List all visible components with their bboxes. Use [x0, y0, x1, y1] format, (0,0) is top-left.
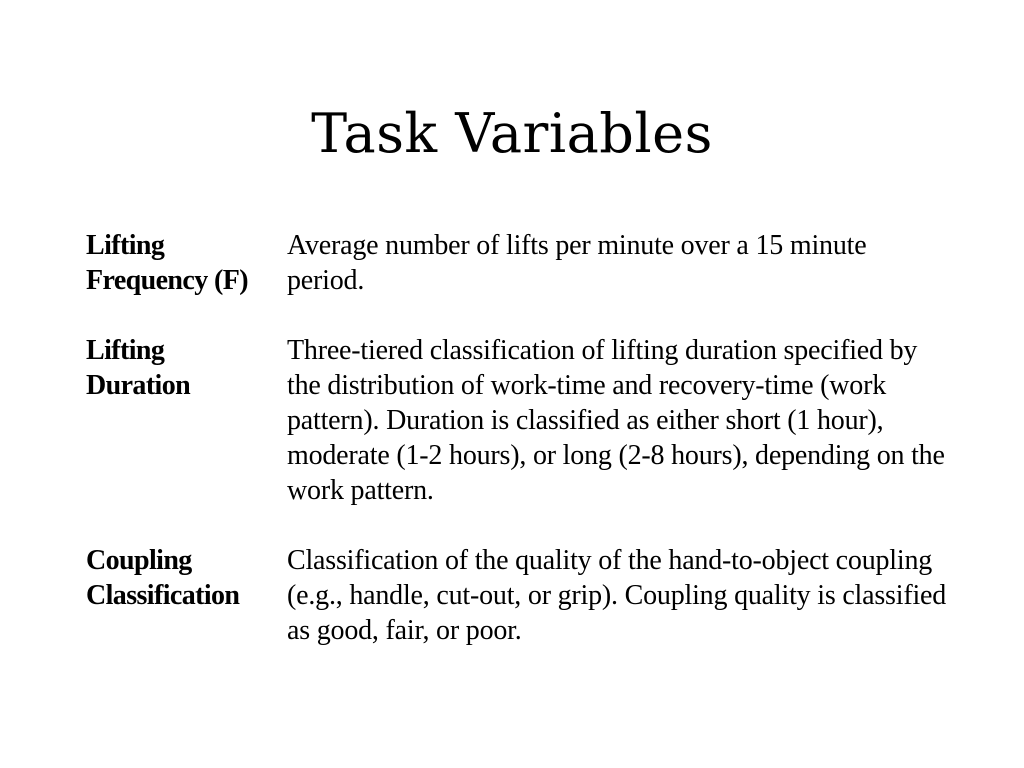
term-coupling-classification: Coupling Classification: [86, 545, 240, 611]
description-lifting-duration: Three-tiered classification of lifting duration specified by the distribution of work-time and recovery-time (work pattern). Duration is classified as either short (1 hour), moderate (1-2 hours), or long (2-8 hours), depending on the work pattern.: [287, 335, 945, 506]
definition-row-lifting-frequency: [86, 228, 956, 298]
definition-list: [86, 228, 956, 648]
term-lifting-duration: Lifting Duration: [86, 335, 191, 401]
definition-row-coupling-classification: [86, 543, 956, 648]
term-lifting-frequency: Lifting Frequency (F): [86, 230, 248, 296]
description-coupling-classification: Classification of the quality of the hand-to-object coupling (e.g., handle, cut-out, or grip). Coupling quality is classified as good, fair, or poor.: [287, 545, 947, 646]
description-lifting-frequency: Average number of lifts per minute over a 15 minute period.: [287, 230, 867, 296]
definition-row-lifting-duration: [86, 333, 956, 508]
slide-title: Task Variables: [311, 102, 713, 165]
